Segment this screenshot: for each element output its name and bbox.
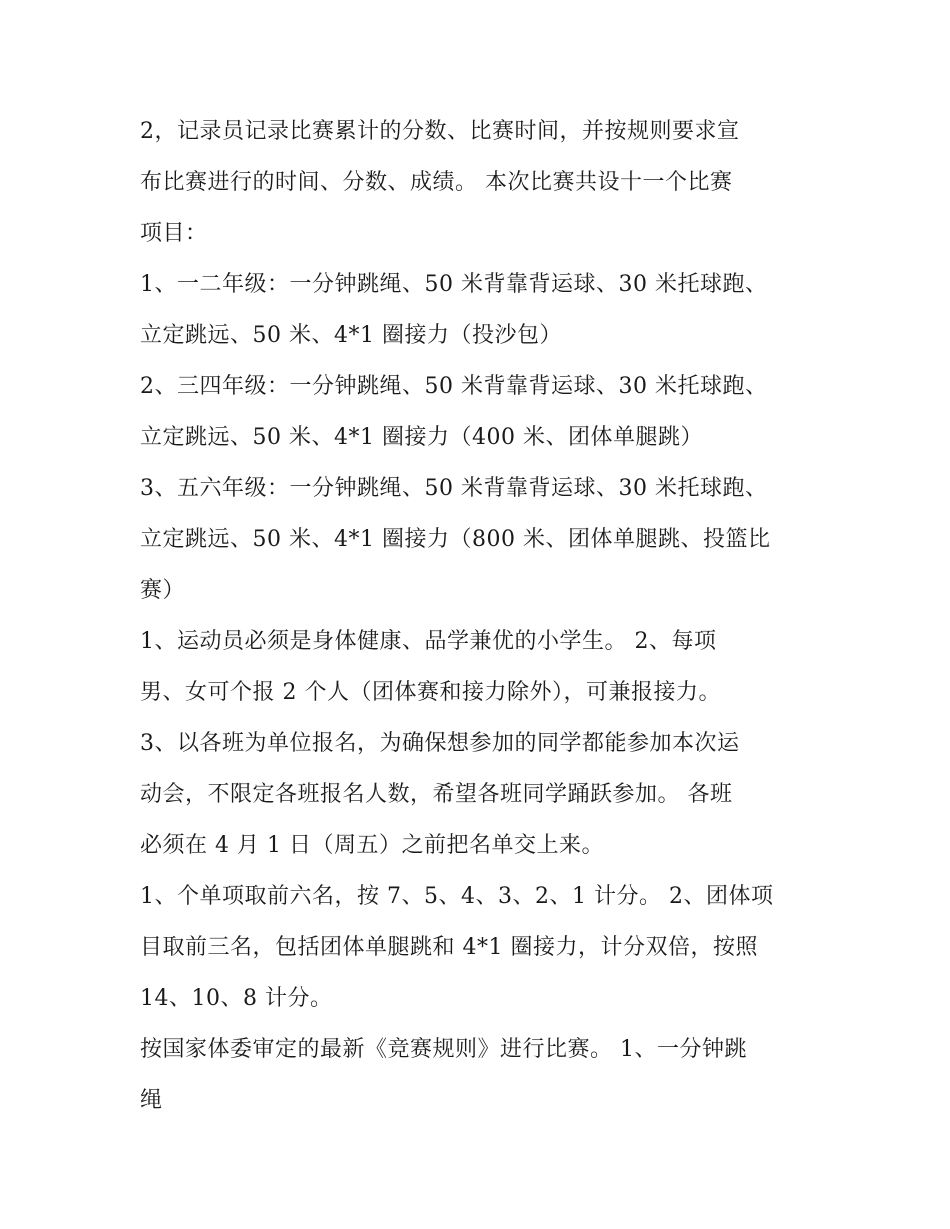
document-body bbox=[140, 106, 812, 1126]
text-line: 布比赛进行的时间、分数、成绩。 本次比赛共设十一个比赛 bbox=[140, 170, 733, 195]
text-line: 男、女可个报 2 个人（团体赛和接力除外），可兼报接力。 bbox=[140, 680, 721, 705]
text-line: 3、以各班为单位报名，为确保想参加的同学都能参加本次运 bbox=[140, 731, 740, 756]
text-line: 1、个单项取前六名，按 7、5、4、3、2、1 计分。 2、团体项 bbox=[140, 884, 774, 909]
text-line: 3、五六年级：一分钟跳绳、50 米背靠背运球、30 米托球跑、 bbox=[140, 476, 768, 501]
text-line: 动会，不限定各班报名人数，希望各班同学踊跃参加。 各班 bbox=[140, 782, 733, 807]
text-line: 立定跳远、50 米、4*1 圈接力（投沙包） bbox=[140, 323, 562, 348]
text-line: 目取前三名，包括团体单腿跳和 4*1 圈接力，计分双倍，按照 bbox=[140, 935, 758, 960]
text-line: 1、运动员必须是身体健康、品学兼优的小学生。 2、每项 bbox=[140, 629, 717, 654]
text-line: 2，记录员记录比赛累计的分数、比赛时间，并按规则要求宣 bbox=[140, 119, 740, 144]
text-line: 立定跳远、50 米、4*1 圈接力（400 米、团体单腿跳） bbox=[140, 425, 703, 450]
text-line: 项目： bbox=[140, 221, 208, 246]
text-line: 14、10、8 计分。 bbox=[140, 986, 333, 1011]
text-line: 必须在 4 月 1 日（周五）之前把名单交上来。 bbox=[140, 833, 604, 858]
text-line: 立定跳远、50 米、4*1 圈接力（800 米、团体单腿跳、投篮比 bbox=[140, 527, 771, 552]
text-line: 按国家体委审定的最新《竞赛规则》进行比赛。 1、一分钟跳 bbox=[140, 1037, 747, 1062]
text-line: 1、一二年级：一分钟跳绳、50 米背靠背运球、30 米托球跑、 bbox=[140, 272, 768, 297]
text-line: 2、三四年级：一分钟跳绳、50 米背靠背运球、30 米托球跑、 bbox=[140, 374, 768, 399]
text-line: 赛） bbox=[140, 578, 186, 603]
text-line: 绳 bbox=[140, 1088, 163, 1113]
